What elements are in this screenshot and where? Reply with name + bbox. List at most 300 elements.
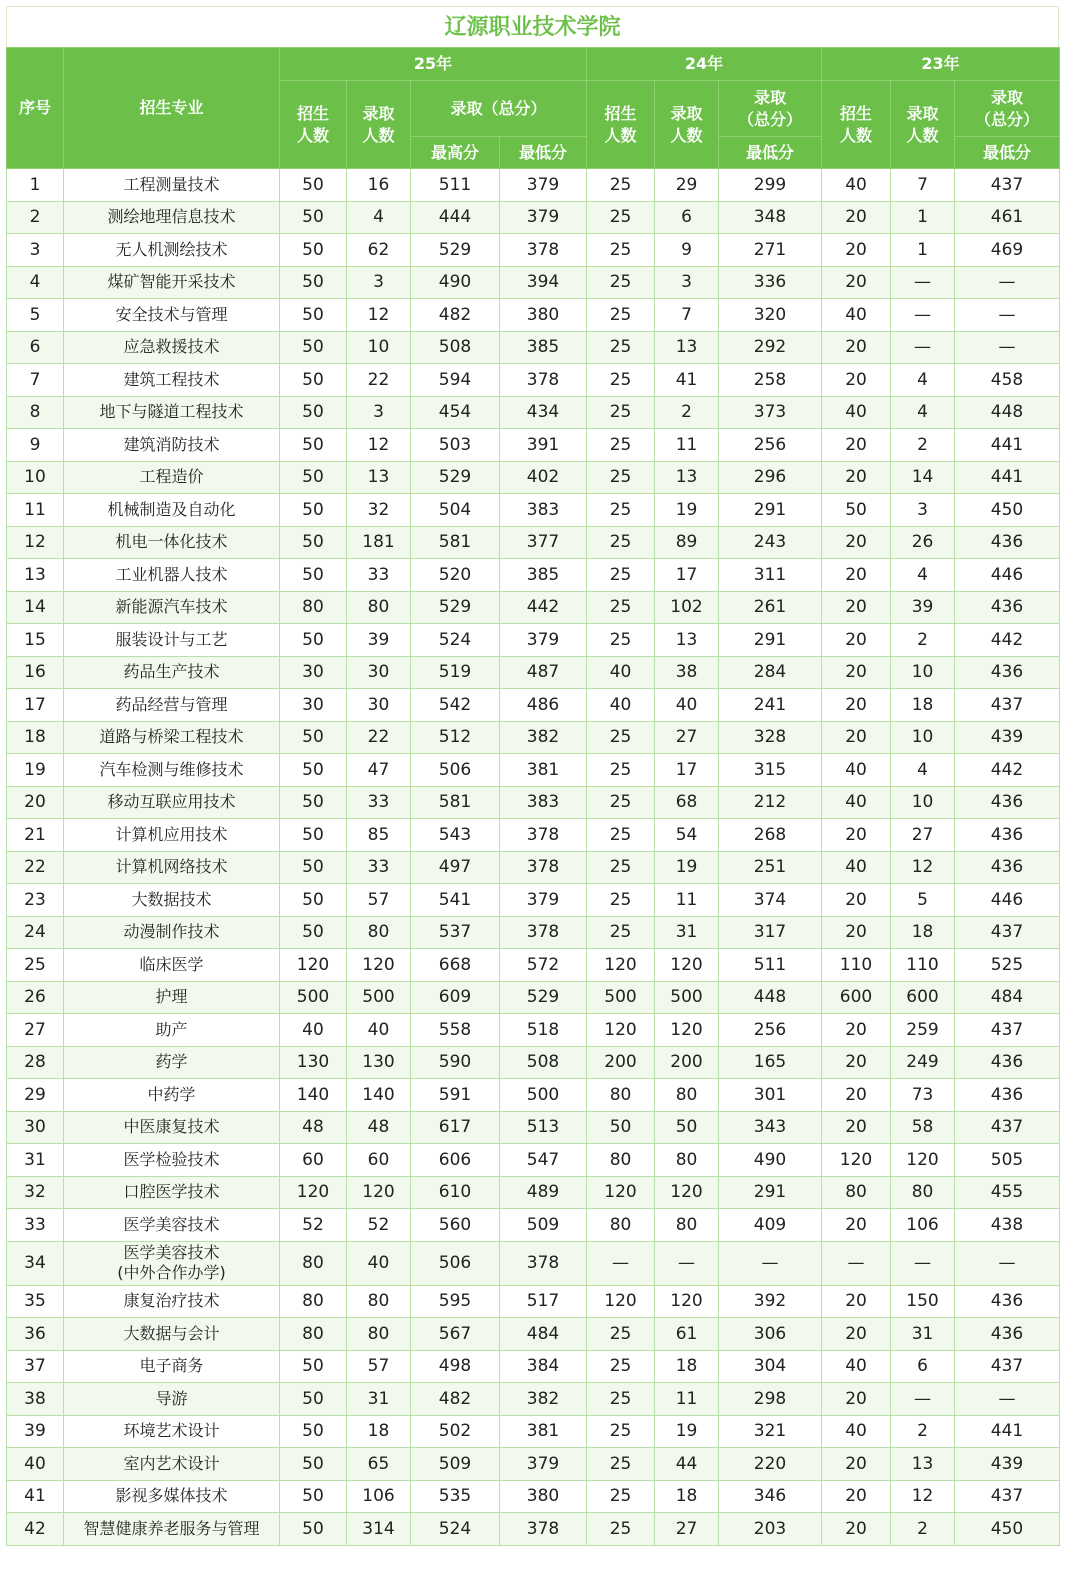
cell-25-max: 503 [411,429,500,462]
cell-24-admitted: 80 [655,1079,719,1112]
cell-23-plan: 20 [822,591,891,624]
cell-24-plan: 25 [587,1513,655,1546]
cell-24-plan: 25 [587,1480,655,1513]
cell-major: 汽车检测与维修技术 [64,754,280,787]
header-major: 招生专业 [64,48,280,169]
cell-23-min: 441 [955,461,1060,494]
cell-24-admitted: 13 [655,331,719,364]
header-24-min: 最低分 [719,137,822,169]
cell-23-min: — [955,266,1060,299]
cell-seq: 15 [7,624,64,657]
cell-major: 服装设计与工艺 [64,624,280,657]
cell-23-min: — [955,299,1060,332]
cell-major: 医学美容技术 (中外合作办学) [64,1241,280,1285]
cell-major: 大数据技术 [64,884,280,917]
cell-25-min: 379 [500,884,587,917]
cell-23-admitted: 120 [891,1144,955,1177]
header-25-score: 录取（总分） [411,81,587,137]
cell-seq: 26 [7,981,64,1014]
cell-25-min: 383 [500,494,587,527]
table-row [7,299,1060,332]
cell-25-min: 513 [500,1111,587,1144]
cell-major: 室内艺术设计 [64,1448,280,1481]
cell-25-admitted: 62 [347,234,411,267]
header-25-plan: 招生 人数 [280,81,347,169]
cell-23-plan: 80 [822,1176,891,1209]
cell-25-max: 498 [411,1350,500,1383]
cell-25-min: 486 [500,689,587,722]
cell-25-max: 537 [411,916,500,949]
cell-23-plan: 40 [822,299,891,332]
cell-major: 导游 [64,1383,280,1416]
table-row [7,331,1060,364]
cell-25-admitted: 48 [347,1111,411,1144]
cell-25-max: 520 [411,559,500,592]
cell-24-min: 256 [719,429,822,462]
cell-23-plan: 20 [822,461,891,494]
cell-23-min: 455 [955,1176,1060,1209]
cell-seq: 14 [7,591,64,624]
cell-24-min: 306 [719,1318,822,1351]
cell-25-admitted: 31 [347,1383,411,1416]
cell-23-min: 438 [955,1209,1060,1242]
cell-seq: 27 [7,1014,64,1047]
cell-major: 机械制造及自动化 [64,494,280,527]
cell-seq: 11 [7,494,64,527]
cell-23-plan: 40 [822,1415,891,1448]
cell-25-min: 379 [500,624,587,657]
cell-23-min: 458 [955,364,1060,397]
cell-25-plan: 50 [280,494,347,527]
cell-23-min: 436 [955,819,1060,852]
cell-25-plan: 50 [280,461,347,494]
cell-24-min: 311 [719,559,822,592]
cell-24-min: 448 [719,981,822,1014]
cell-23-admitted: 106 [891,1209,955,1242]
cell-major: 中医康复技术 [64,1111,280,1144]
cell-24-plan: 80 [587,1079,655,1112]
cell-23-admitted: 14 [891,461,955,494]
header-year-23: 23年 [822,48,1060,81]
cell-23-plan: 20 [822,1513,891,1546]
cell-24-plan: 120 [587,1285,655,1318]
cell-25-min: 378 [500,364,587,397]
cell-23-admitted: 110 [891,949,955,982]
cell-25-plan: 52 [280,1209,347,1242]
cell-24-plan: 25 [587,364,655,397]
cell-23-admitted: 18 [891,689,955,722]
table-row [7,234,1060,267]
cell-major: 地下与隧道工程技术 [64,396,280,429]
cell-25-max: 490 [411,266,500,299]
table-row [7,1383,1060,1416]
cell-25-admitted: 3 [347,266,411,299]
cell-major: 安全技术与管理 [64,299,280,332]
cell-23-min: 439 [955,721,1060,754]
cell-24-min: 301 [719,1079,822,1112]
cell-23-min: 505 [955,1144,1060,1177]
cell-major: 测绘地理信息技术 [64,201,280,234]
cell-24-admitted: 44 [655,1448,719,1481]
cell-24-plan: 25 [587,721,655,754]
table-body [7,169,1060,1546]
cell-23-plan: 20 [822,429,891,462]
cell-25-min: 385 [500,559,587,592]
cell-24-plan: 25 [587,169,655,202]
cell-23-plan: 40 [822,1350,891,1383]
cell-24-admitted: 68 [655,786,719,819]
cell-25-max: 508 [411,331,500,364]
cell-23-min: 450 [955,1513,1060,1546]
cell-24-admitted: 18 [655,1480,719,1513]
cell-25-admitted: 12 [347,299,411,332]
cell-25-max: 606 [411,1144,500,1177]
cell-23-plan: 110 [822,949,891,982]
table-row [7,721,1060,754]
cell-seq: 2 [7,201,64,234]
cell-25-min: 378 [500,1241,587,1285]
table-row [7,396,1060,429]
cell-25-admitted: 12 [347,429,411,462]
cell-25-min: 484 [500,1318,587,1351]
cell-major: 建筑工程技术 [64,364,280,397]
cell-23-plan: 20 [822,331,891,364]
cell-25-plan: 80 [280,1241,347,1285]
cell-23-plan: 40 [822,754,891,787]
cell-major: 道路与桥梁工程技术 [64,721,280,754]
cell-23-min: 436 [955,851,1060,884]
cell-24-min: 490 [719,1144,822,1177]
cell-24-admitted: 120 [655,1176,719,1209]
cell-25-max: 524 [411,1513,500,1546]
cell-24-min: 251 [719,851,822,884]
cell-23-min: 436 [955,1046,1060,1079]
cell-25-min: 379 [500,169,587,202]
cell-23-admitted: 10 [891,721,955,754]
table-row [7,1241,1060,1285]
cell-25-max: 482 [411,1383,500,1416]
cell-major: 口腔医学技术 [64,1176,280,1209]
cell-24-admitted: 2 [655,396,719,429]
cell-24-plan: — [587,1241,655,1285]
table-row [7,1480,1060,1513]
cell-25-min: 380 [500,1480,587,1513]
cell-major: 新能源汽车技术 [64,591,280,624]
cell-24-admitted: 9 [655,234,719,267]
cell-25-plan: 50 [280,396,347,429]
cell-24-admitted: 89 [655,526,719,559]
cell-23-admitted: 1 [891,201,955,234]
cell-24-plan: 25 [587,884,655,917]
cell-seq: 7 [7,364,64,397]
table-row [7,1350,1060,1383]
cell-24-min: 284 [719,656,822,689]
cell-24-admitted: 29 [655,169,719,202]
cell-25-admitted: 60 [347,1144,411,1177]
cell-23-plan: 40 [822,396,891,429]
cell-23-plan: 20 [822,266,891,299]
cell-25-max: 542 [411,689,500,722]
cell-24-admitted: 13 [655,624,719,657]
cell-23-admitted: 3 [891,494,955,527]
cell-25-min: 378 [500,234,587,267]
cell-25-admitted: 80 [347,1318,411,1351]
cell-24-plan: 25 [587,1448,655,1481]
cell-24-admitted: 41 [655,364,719,397]
cell-24-min: 348 [719,201,822,234]
cell-24-min: 212 [719,786,822,819]
cell-25-plan: 50 [280,201,347,234]
cell-23-min: — [955,1241,1060,1285]
cell-25-max: 511 [411,169,500,202]
cell-24-min: — [719,1241,822,1285]
cell-25-plan: 50 [280,1415,347,1448]
cell-23-plan: 20 [822,1448,891,1481]
cell-25-max: 560 [411,1209,500,1242]
cell-23-admitted: — [891,266,955,299]
cell-seq: 33 [7,1209,64,1242]
cell-25-admitted: 22 [347,364,411,397]
cell-24-plan: 25 [587,461,655,494]
cell-23-min: 446 [955,884,1060,917]
cell-23-admitted: 12 [891,1480,955,1513]
cell-25-plan: 120 [280,949,347,982]
cell-24-min: 373 [719,396,822,429]
cell-23-min: 446 [955,559,1060,592]
cell-24-admitted: 27 [655,721,719,754]
cell-23-plan: 20 [822,1480,891,1513]
cell-23-min: 437 [955,1480,1060,1513]
cell-23-admitted: 7 [891,169,955,202]
cell-25-max: 543 [411,819,500,852]
cell-23-admitted: 13 [891,1448,955,1481]
cell-25-plan: 30 [280,689,347,722]
cell-25-admitted: 13 [347,461,411,494]
cell-23-plan: 20 [822,689,891,722]
cell-major: 机电一体化技术 [64,526,280,559]
cell-24-plan: 25 [587,916,655,949]
cell-24-min: 317 [719,916,822,949]
cell-23-plan: 20 [822,624,891,657]
cell-25-min: 394 [500,266,587,299]
cell-major: 应急救援技术 [64,331,280,364]
cell-23-plan: 20 [822,884,891,917]
cell-25-admitted: 33 [347,559,411,592]
cell-23-min: 469 [955,234,1060,267]
cell-25-plan: 80 [280,591,347,624]
cell-24-admitted: 11 [655,884,719,917]
cell-major: 大数据与会计 [64,1318,280,1351]
table-row [7,591,1060,624]
cell-23-admitted: — [891,1241,955,1285]
cell-seq: 13 [7,559,64,592]
table-row [7,1014,1060,1047]
header-23-min: 最低分 [955,137,1060,169]
cell-24-min: 258 [719,364,822,397]
cell-24-plan: 40 [587,656,655,689]
cell-25-plan: 50 [280,819,347,852]
cell-25-max: 541 [411,884,500,917]
cell-23-admitted: 26 [891,526,955,559]
cell-24-min: 292 [719,331,822,364]
cell-23-admitted: 5 [891,884,955,917]
cell-seq: 8 [7,396,64,429]
cell-25-admitted: 314 [347,1513,411,1546]
cell-23-admitted: — [891,299,955,332]
cell-seq: 40 [7,1448,64,1481]
cell-24-min: 291 [719,624,822,657]
cell-23-min: 437 [955,689,1060,722]
cell-25-admitted: 57 [347,1350,411,1383]
table-row [7,1318,1060,1351]
cell-major: 计算机应用技术 [64,819,280,852]
cell-23-plan: 20 [822,1318,891,1351]
cell-23-min: 436 [955,591,1060,624]
cell-25-admitted: 30 [347,689,411,722]
cell-25-admitted: 22 [347,721,411,754]
cell-25-max: 594 [411,364,500,397]
cell-23-min: 439 [955,1448,1060,1481]
cell-24-plan: 120 [587,1176,655,1209]
cell-24-plan: 25 [587,624,655,657]
cell-25-admitted: 85 [347,819,411,852]
cell-seq: 18 [7,721,64,754]
cell-24-admitted: 80 [655,1209,719,1242]
cell-major: 电子商务 [64,1350,280,1383]
table-row [7,656,1060,689]
cell-major: 医学美容技术 [64,1209,280,1242]
cell-25-max: 529 [411,461,500,494]
cell-25-plan: 120 [280,1176,347,1209]
cell-seq: 38 [7,1383,64,1416]
table-row [7,1079,1060,1112]
cell-seq: 37 [7,1350,64,1383]
cell-25-plan: 50 [280,169,347,202]
cell-25-min: 489 [500,1176,587,1209]
cell-24-plan: 80 [587,1209,655,1242]
cell-seq: 41 [7,1480,64,1513]
cell-23-min: 448 [955,396,1060,429]
cell-23-admitted: 31 [891,1318,955,1351]
cell-23-admitted: 150 [891,1285,955,1318]
cell-23-min: 441 [955,429,1060,462]
cell-24-plan: 25 [587,851,655,884]
cell-25-admitted: 39 [347,624,411,657]
cell-24-admitted: 38 [655,656,719,689]
cell-25-admitted: 57 [347,884,411,917]
table-row [7,1448,1060,1481]
cell-25-admitted: 16 [347,169,411,202]
cell-23-admitted: — [891,331,955,364]
cell-25-min: 378 [500,819,587,852]
cell-25-max: 497 [411,851,500,884]
cell-25-min: 381 [500,754,587,787]
cell-23-admitted: 73 [891,1079,955,1112]
cell-25-plan: 50 [280,721,347,754]
header-24-plan: 招生 人数 [587,81,655,169]
cell-23-min: 437 [955,1350,1060,1383]
cell-major: 护理 [64,981,280,1014]
cell-seq: 24 [7,916,64,949]
cell-25-admitted: 3 [347,396,411,429]
cell-25-max: 482 [411,299,500,332]
cell-25-min: 377 [500,526,587,559]
cell-seq: 6 [7,331,64,364]
cell-24-plan: 25 [587,234,655,267]
cell-23-min: 461 [955,201,1060,234]
cell-major: 康复治疗技术 [64,1285,280,1318]
cell-major: 工程造价 [64,461,280,494]
cell-25-admitted: 500 [347,981,411,1014]
cell-25-admitted: 40 [347,1014,411,1047]
cell-24-admitted: 19 [655,851,719,884]
cell-25-min: 547 [500,1144,587,1177]
header-24-admitted: 录取 人数 [655,81,719,169]
cell-24-plan: 25 [587,266,655,299]
table-row [7,1513,1060,1546]
cell-24-plan: 25 [587,1318,655,1351]
cell-23-plan: 20 [822,526,891,559]
cell-25-plan: 50 [280,754,347,787]
cell-24-min: 298 [719,1383,822,1416]
cell-25-plan: 50 [280,429,347,462]
cell-25-plan: 80 [280,1285,347,1318]
cell-24-plan: 120 [587,949,655,982]
cell-25-plan: 40 [280,1014,347,1047]
cell-23-admitted: 4 [891,559,955,592]
cell-25-max: 668 [411,949,500,982]
cell-25-admitted: 32 [347,494,411,527]
cell-25-max: 558 [411,1014,500,1047]
cell-23-plan: 20 [822,1014,891,1047]
table-row [7,461,1060,494]
cell-25-admitted: 106 [347,1480,411,1513]
table-row [7,981,1060,1014]
cell-24-plan: 25 [587,786,655,819]
cell-24-min: 268 [719,819,822,852]
cell-25-plan: 50 [280,624,347,657]
cell-25-min: 384 [500,1350,587,1383]
table-row [7,916,1060,949]
cell-25-plan: 50 [280,526,347,559]
cell-seq: 32 [7,1176,64,1209]
cell-23-admitted: 2 [891,1415,955,1448]
cell-major: 药品生产技术 [64,656,280,689]
cell-24-min: 336 [719,266,822,299]
cell-25-max: 529 [411,591,500,624]
cell-23-min: — [955,1383,1060,1416]
cell-25-max: 581 [411,786,500,819]
cell-25-min: 379 [500,201,587,234]
cell-24-admitted: 19 [655,494,719,527]
cell-23-plan: 40 [822,851,891,884]
cell-24-admitted: 80 [655,1144,719,1177]
cell-24-plan: 200 [587,1046,655,1079]
cell-23-plan: — [822,1241,891,1285]
cell-25-plan: 500 [280,981,347,1014]
cell-23-min: 437 [955,1014,1060,1047]
cell-major: 移动互联应用技术 [64,786,280,819]
header-23-plan: 招生 人数 [822,81,891,169]
cell-24-min: 343 [719,1111,822,1144]
cell-25-admitted: 30 [347,656,411,689]
table-row [7,786,1060,819]
cell-23-plan: 20 [822,656,891,689]
cell-25-min: 380 [500,299,587,332]
cell-24-admitted: 61 [655,1318,719,1351]
table-row [7,1176,1060,1209]
table-row [7,364,1060,397]
